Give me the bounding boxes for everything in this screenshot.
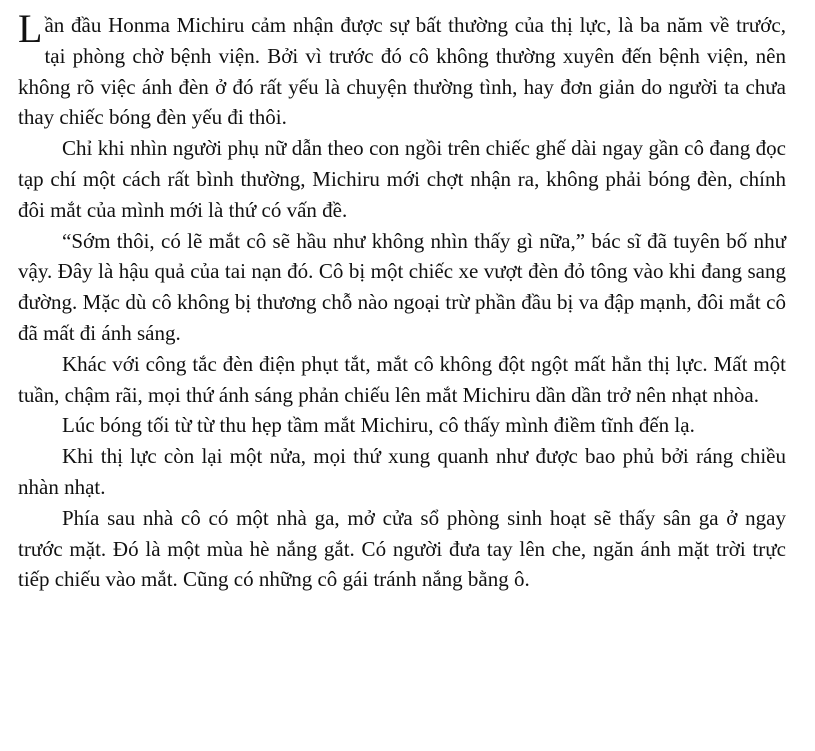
paragraph-3: “Sớm thôi, có lẽ mắt cô sẽ hầu như không nhìn thấy gì nữa,” bác sĩ đã tuyên bố như vậy. Đây là hậu quả của tai nạn đó. Cô bị một chiếc xe vượt đèn đỏ tông vào khi đang sang đường. Mặc dù cô không bị thương chỗ nào ngoại trừ phần đầu bị va đập mạnh, đôi mắt cô đã mất đi ánh sáng. bbox=[18, 228, 786, 345]
paragraph-1 bbox=[18, 6, 786, 133]
paragraph-6: Khi thị lực còn lại một nửa, mọi thứ xung quanh như được bao phủ bởi ráng chiều nhàn nhạt. bbox=[18, 444, 786, 499]
document-page bbox=[18, 6, 786, 595]
paragraph-4: Khác với công tắc đèn điện phụt tắt, mắt cô không đột ngột mất hẳn thị lực. Mất một tuần, chậm rãi, mọi thứ ánh sáng phản chiếu lên mắt Michiru dần dần trở nên nhạt nhòa. bbox=[18, 351, 786, 407]
paragraph-2: Chỉ khi nhìn người phụ nữ dẫn theo con ngồi trên chiếc ghế dài ngay gần cô đang đọc tạp chí một cách rất bình thường, Michiru mới chợt nhận ra, không phải bóng đèn, chính đôi mắt của mình mới là thứ có vấn đề. bbox=[18, 136, 786, 222]
drop-cap: L bbox=[18, 6, 43, 51]
paragraph-5: Lúc bóng tối từ từ thu hẹp tầm mắt Michiru, cô thấy mình điềm tĩnh đến lạ. bbox=[62, 413, 695, 438]
paragraph-7: Phía sau nhà cô có một nhà ga, mở cửa sổ phòng sinh hoạt sẽ thấy sân ga ở ngay trước mặt. Đó là một mùa hè nắng gắt. Có người đưa tay lên che, ngăn ánh mặt trời trực tiếp chiếu vào mắt. Cũng có những cô gái tránh nắng bằng ô. bbox=[18, 505, 786, 592]
paragraph-1-text: ần đầu Honma Michiru cảm nhận được sự bất thường của thị lực, là ba năm về trước, tại phòng chờ bệnh viện. Bởi vì trước đó cô không thường xuyên đến bệnh viện, nên không rõ việc ánh đèn ở đó rất yếu là chuyện thường tình, hay đơn giản do người ta chưa thay chiếc bóng đèn yếu đi thôi. bbox=[18, 13, 786, 130]
